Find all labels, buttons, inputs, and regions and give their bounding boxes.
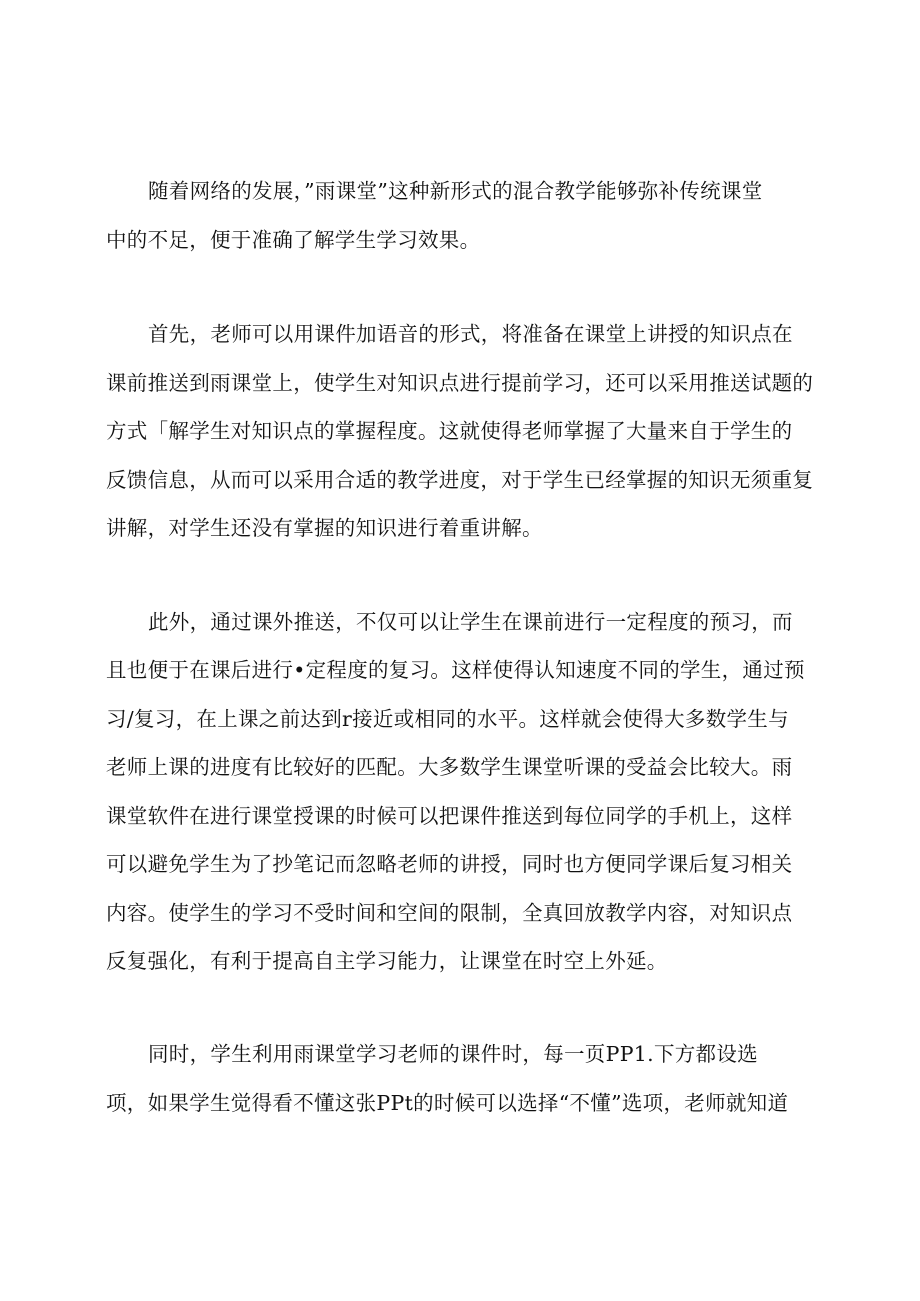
- paragraph-3-line-1: 此外，通过课外推送，不仅可以让学生在课前进行一定程度的预习，而: [148, 610, 793, 634]
- paragraph-3-line-2: 且也便于在课后进行•定程度的复习。这样使得认知速度不同的学生，通过预: [106, 658, 805, 682]
- paragraph-2-line-3: 方式「解学生对知识点的掌握程度。这就使得老师掌握了大量来自于学生的: [106, 419, 793, 443]
- paragraph-2-line-4: 反馈信息，从而可以采用合适的教学进度，对于学生已经掌握的知识无须重复: [106, 468, 814, 492]
- paragraph-4-line-2: 项，如果学生觉得看不懂这张PPt的时候可以选择“不懂”选项，老师就知道: [106, 1091, 789, 1115]
- paragraph-2-line-1: 首先，老师可以用课件加语音的形式，将准备在课堂上讲授的知识点在: [148, 322, 793, 346]
- paragraph-2-line-5: 讲解，对学生还没有掌握的知识进行着重讲解。: [106, 516, 543, 540]
- paragraph-3-line-8: 反复强化，有利于提高自主学习能力，让课堂在时空上外延。: [106, 949, 668, 973]
- paragraph-2-line-2: 课前推送到雨课堂上，使学生对知识点进行提前学习，还可以采用推送试题的: [106, 371, 814, 395]
- paragraph-3-line-7: 内容。使学生的学习不受时间和空间的限制，全真回放教学内容，对知识点: [106, 901, 793, 925]
- paragraph-1-line-1: 随着网络的发展，”雨课堂”这种新形式的混合教学能够弥补传统课堂: [148, 179, 763, 203]
- paragraph-3-line-4: 老师上课的进度有比较好的匹配。大多数学生课堂听课的受益会比较大。雨: [106, 755, 793, 779]
- paragraph-3-line-6: 可以避免学生为了抄笔记而忽略老师的讲授，同时也方便同学课后复习相关: [106, 852, 793, 876]
- paragraph-4-line-1: 同时，学生利用雨课堂学习老师的课件时，每一页PP1.下方都设选: [148, 1042, 758, 1066]
- paragraph-3-line-5: 课堂软件在进行课堂授课的时候可以把课件推送到每位同学的手机上，这样: [106, 804, 793, 828]
- paragraph-3-line-3: 习/复习，在上课之前达到r接近或相同的水平。这样就会使得大多数学生与: [106, 707, 789, 731]
- paragraph-1-line-2: 中的不足，便于准确了解学生学习效果。: [106, 228, 481, 252]
